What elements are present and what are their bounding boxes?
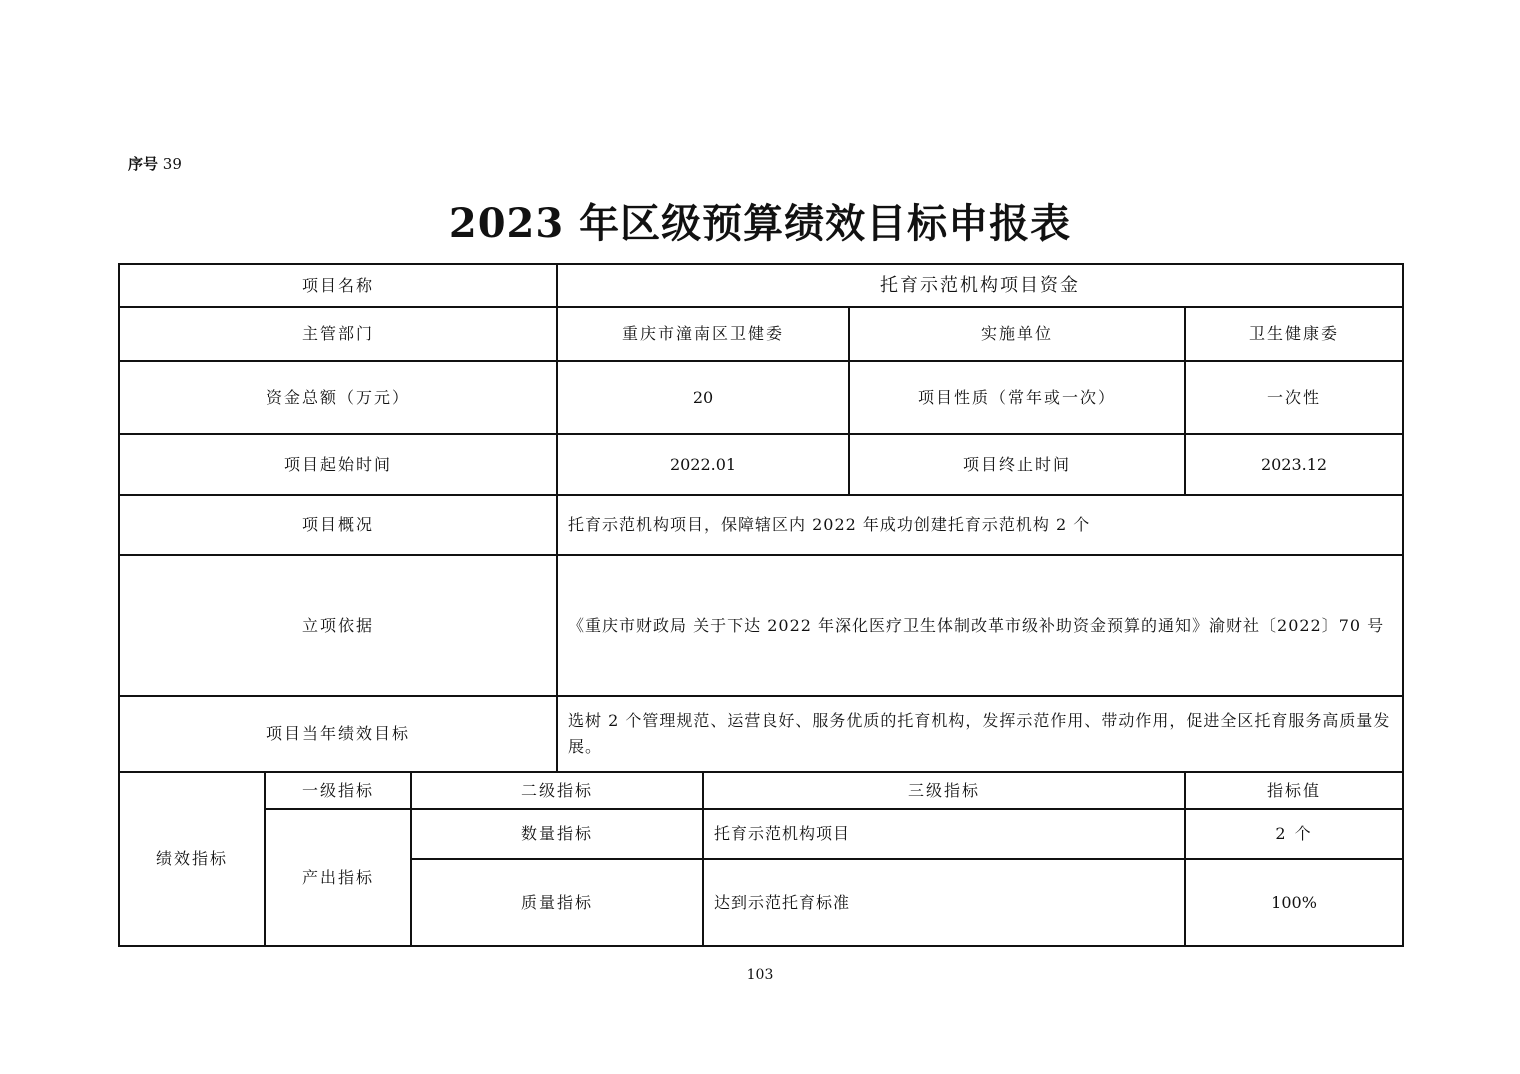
sequence-label: 序号 [128, 155, 159, 173]
row-project-name [119, 264, 1403, 307]
page-title: 2023 年区级预算绩效目标申报表 [448, 200, 1072, 247]
sequence-value: 39 [162, 155, 182, 173]
row-time [119, 434, 1403, 495]
annual-goal-label: 项目当年绩效目标 [119, 696, 557, 772]
value-cell: 100% [1185, 859, 1403, 946]
page-number: 103 [746, 967, 774, 983]
overview-value: 托育示范机构项目，保障辖区内 2022 年成功创建托育示范机构 2 个 [557, 495, 1403, 555]
project-nature-value: 一次性 [1185, 361, 1403, 434]
row-basis [119, 555, 1403, 696]
row-dept [119, 307, 1403, 361]
col-level3-header: 三级指标 [703, 772, 1185, 809]
impl-unit-value: 卫生健康委 [1185, 307, 1403, 361]
project-nature-label: 项目性质（常年或一次） [849, 361, 1185, 434]
impl-unit-label: 实施单位 [849, 307, 1185, 361]
level2-cell: 质量指标 [411, 859, 703, 946]
start-time-label: 项目起始时间 [119, 434, 557, 495]
dept-value: 重庆市潼南区卫健委 [557, 307, 849, 361]
start-time-value: 2022.01 [557, 434, 849, 495]
row-indicator-header [119, 772, 1403, 809]
budget-performance-form [118, 263, 1404, 947]
indicators-section-label: 绩效指标 [119, 772, 265, 946]
annual-goal-value: 选树 2 个管理规范、运营良好、服务优质的托育机构，发挥示范作用、带动作用，促进全区托育服务高质量发展。 [557, 696, 1403, 772]
dept-label: 主管部门 [119, 307, 557, 361]
level3-cell: 达到示范托育标准 [703, 859, 1185, 946]
level3-cell: 托育示范机构项目 [703, 809, 1185, 859]
level2-cell: 数量指标 [411, 809, 703, 859]
col-level2-header: 二级指标 [411, 772, 703, 809]
row-fund [119, 361, 1403, 434]
end-time-label: 项目终止时间 [849, 434, 1185, 495]
table-row [119, 809, 1403, 859]
basis-value: 《重庆市财政局 关于下达 2022 年深化医疗卫生体制改革市级补助资金预算的通知》渝财社〔2022〕70 号 [557, 555, 1403, 696]
row-annual-goal [119, 696, 1403, 772]
col-value-header: 指标值 [1185, 772, 1403, 809]
project-name-label: 项目名称 [119, 264, 557, 307]
project-name-value: 托育示范机构项目资金 [557, 264, 1403, 307]
sequence-number [128, 153, 182, 174]
fund-total-label: 资金总额（万元） [119, 361, 557, 434]
level1-output: 产出指标 [265, 809, 411, 946]
end-time-value: 2023.12 [1185, 434, 1403, 495]
basis-label: 立项依据 [119, 555, 557, 696]
col-level1-header: 一级指标 [265, 772, 411, 809]
overview-label: 项目概况 [119, 495, 557, 555]
value-cell: 2 个 [1185, 809, 1403, 859]
row-overview [119, 495, 1403, 555]
fund-total-value: 20 [557, 361, 849, 434]
